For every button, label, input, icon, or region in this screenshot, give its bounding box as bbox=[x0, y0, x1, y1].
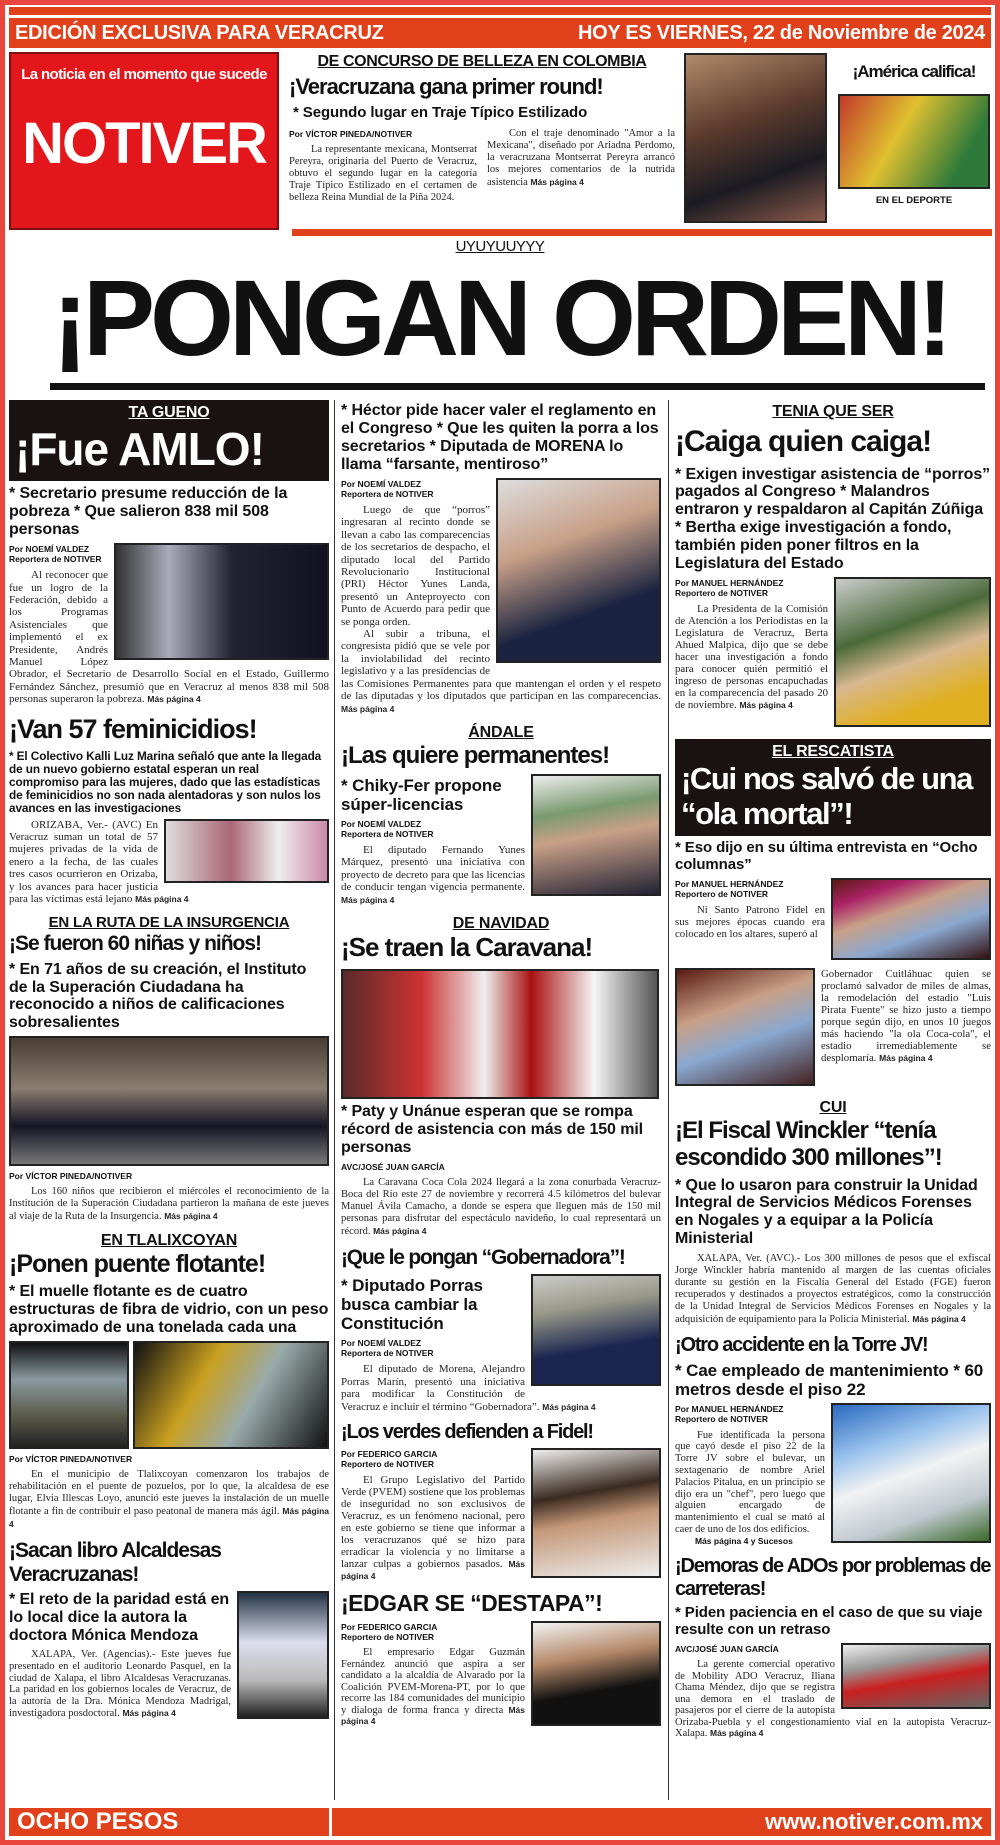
byline: AVC/JOSÉ JUAN GARCÍA bbox=[675, 1643, 779, 1654]
deck: * Paty y Unánue esperan que se rompa récord de asistencia con más de 150 mil personas bbox=[341, 1102, 644, 1156]
more-link[interactable]: Más página 4 bbox=[341, 894, 395, 905]
kicker: CUI bbox=[819, 1098, 847, 1116]
byline-role: Reportera de NOTIVER bbox=[341, 1348, 434, 1359]
deck: * Diputado Porras busca cambiar la Constitución bbox=[341, 1275, 483, 1333]
body-2: Gobernador Cuitláhuac quien se proclamó salvador de miles de almas, la remodelación del estadio "Luis Pirata Fuente" se hizo justo a tiempo porque según dijo, en unos 10 juegos más haciendo "la ola Coca-cola", el estadio irremediablemente se desplomaría. bbox=[821, 967, 991, 1064]
body-1: Ni Santo Patrono Fidel en sus mejores épocas cuando era colocado en los altares, superó al bbox=[675, 903, 825, 940]
kicker: EN LA RUTA DE LA INSURGENCIA bbox=[48, 914, 290, 932]
byline-role: Reportera de NOTIVER bbox=[341, 488, 434, 499]
deck: * Exigen investigar asistencia de “porros” pagados al Congreso * Malandros entraron y respaldaron al Capitán Zúñiga * Bertha exige investigación a fondo, también piden poner filtros en la Legislatura del Estado bbox=[675, 465, 991, 573]
headline[interactable]: ¡Ponen puente flotante! bbox=[9, 1250, 266, 1279]
photo-barge-2 bbox=[133, 1341, 329, 1449]
photo-ado-buses bbox=[841, 1643, 991, 1709]
deck: * El Colectivo Kalli Luz Marina señaló que ante la llegada de un nuevo gobierno estatal esperan un real compromiso para las mujeres, dado que las estadísticas de feminicidios no son nada alentadoras y son nulos los avances en las investigaciones bbox=[9, 748, 322, 815]
column-divider bbox=[334, 400, 335, 1800]
top-story-byline: Por VÍCTOR PINEDA/NOTIVER bbox=[289, 129, 413, 140]
article-fue-amlo[interactable] bbox=[9, 400, 329, 706]
body: ORIZABA, Ver.- (AVC) En Veracruz suman un total de 57 mujeres privadas de la vida de enero a la fecha, de las cuales tres casos ocurrieron en Orizaba, y los avances para hacer justicia para las víctimas está lejano bbox=[9, 818, 158, 906]
article-verdes[interactable] bbox=[341, 1421, 661, 1582]
article-licencias[interactable] bbox=[341, 723, 661, 906]
headline[interactable]: ¡EDGAR SE “DESTAPA”! bbox=[341, 1590, 603, 1617]
byline-role: Reportero de NOTIVER bbox=[675, 888, 769, 899]
main-headline[interactable]: ¡PONGAN ORDEN! bbox=[52, 257, 948, 378]
body: El Grupo Legislativo del Partido Verde (PVEM) sostiene que los problemas de inseguridad no son exclusivos de Veracruz, es un fenómeno nacional, pero en este gobierno se tiene que informar a los veracruzanos qué se hizo para erradicar la violencia y no limitarse a lanzar culpas a gobiernos pasados. bbox=[341, 1474, 525, 1571]
kicker: DE NAVIDAD bbox=[452, 914, 550, 932]
body: La Presidenta de la Comisión de Atención a los Periodistas en la Legislatura de Veracruz, Berta Ahued Malpica, dijo que se debe hacer una investigación a fondo para conocer quién permitió el ingreso de personas encapuchadas en la comparecencia del pasado 20 de noviembre. bbox=[675, 603, 828, 712]
photo-children-group bbox=[9, 1036, 329, 1166]
photo-cuitlahuac-1 bbox=[831, 878, 991, 960]
top-rule bbox=[9, 7, 991, 15]
headline[interactable]: ¡Los verdes defienden a Fidel! bbox=[341, 1421, 593, 1443]
byline: Por FEDERICO GARCIA bbox=[341, 1449, 438, 1459]
body: En el municipio de Tlalixcoyan comenzaron los trabajos de rehabilitación en el puente de pozuelos, por lo que, la alcaldesa de ese lugar, Elvia Illescas Loyo, anunció este jueves la instalación de un muelle flotante a fin de contribuir el paso peatonal de manera más ágil. bbox=[9, 1469, 329, 1518]
byline: Por VÍCTOR PINEDA/NOTIVER bbox=[9, 1171, 133, 1182]
top-story[interactable] bbox=[289, 52, 675, 204]
more-link[interactable]: Más página 4 bbox=[709, 1728, 764, 1738]
price-label: OCHO PESOS bbox=[17, 1808, 179, 1835]
article-caiga[interactable] bbox=[675, 402, 991, 731]
headline[interactable]: ¡Fue AMLO! bbox=[15, 423, 264, 475]
deck[interactable]: * Héctor pide hacer valer el reglamento en el Congreso * Que les quiten la porra a los secretarios * Diputada de MORENA lo llama “farsante, mentiroso” bbox=[341, 402, 659, 473]
more-link[interactable]: Más página 4 bbox=[341, 1704, 525, 1727]
date-label: HOY ES VIERNES, 22 de Noviembre de 2024 bbox=[577, 21, 985, 44]
kicker: TA GUENO bbox=[128, 404, 210, 421]
top-story-rule bbox=[292, 229, 992, 236]
byline: AVC/JOSÉ JUAN GARCÍA bbox=[341, 1161, 445, 1172]
article-ninos[interactable] bbox=[9, 913, 329, 1223]
article-caravana[interactable] bbox=[341, 914, 661, 1238]
photo-cuitlahuac-2 bbox=[675, 968, 815, 1086]
byline: Por MANUEL HERNÁNDEZ bbox=[675, 878, 784, 889]
article-winckler[interactable] bbox=[675, 1098, 991, 1327]
more-link[interactable]: Más página 4 bbox=[542, 1401, 596, 1412]
photo-hector-yunes bbox=[496, 478, 661, 663]
deck: * Chiky-Fer propone súper-licencias bbox=[341, 775, 502, 814]
byline-role: Reportera de NOTIVER bbox=[341, 828, 434, 839]
price-band bbox=[9, 1808, 329, 1836]
more-link[interactable]: Más página 4 bbox=[739, 700, 793, 711]
headline[interactable]: ¡El Fiscal Winckler “tenía escondido 300 millones”! bbox=[675, 1116, 942, 1171]
deck: * En 71 años de su creación, el Instituto de la Superación Ciudadana ha reconocido a niños de calificaciones sobresalientes bbox=[9, 960, 307, 1032]
headline[interactable]: ¡Que le pongan “Gobernadora”! bbox=[341, 1245, 625, 1269]
photo-officials bbox=[114, 543, 329, 660]
masthead-logo[interactable] bbox=[9, 52, 279, 230]
photo-book-author bbox=[237, 1591, 329, 1719]
top-story-body-1: La representante mexicana, Montserrat Pereyra, originaria del Puerto de Veracruz, obtuvo el segundo lugar en la categoría Traje Típico Estilizado en el certamen de belleza Reina Mundial de la Piña 2024. bbox=[289, 144, 477, 204]
body-1: Luego de que “porros” ingresaran al recinto donde se llevan a cabo las comparecencias de los secretarios de despacho, el diputado local del Partido Revolucionario Institucional (PRI) Héctor Yunes Landa, presentó un Anteproyecto con Punto de Acuerdo para pedir que se ponga orden. bbox=[341, 504, 490, 628]
headline[interactable]: ¡Las quiere permanentes! bbox=[341, 741, 610, 769]
photo-fernando-yunes bbox=[531, 774, 661, 896]
article-ado[interactable] bbox=[675, 1555, 991, 1739]
photo-torre-jv bbox=[831, 1403, 991, 1543]
middle-column bbox=[341, 402, 661, 1730]
logo-text: NOTIVER bbox=[22, 111, 266, 176]
photo-verdes bbox=[531, 1448, 661, 1578]
byline-role: Reportero de NOTIVER bbox=[675, 588, 769, 599]
photo-america-team bbox=[838, 94, 990, 189]
body: Fue identificada la persona que cayó desde el piso 22 de la Torre JV sobre el bulevar, un sextagenario de nombre Ariel Palacios Pitalua, en un principio se dijo era un "chef", pero luego que alguien encargado de mantenimiento el cual se mató al caer de uno de los dos edificios. bbox=[675, 1429, 825, 1535]
website-link[interactable]: www.notiver.com.mx bbox=[764, 1809, 983, 1834]
deck: * El reto de la paridad está en lo local dice la autora la doctora Mónica Mendoza bbox=[9, 1591, 230, 1645]
byline: Por FEDERICO GARCIA bbox=[341, 1621, 438, 1632]
byline-role: Reportero de NOTIVER bbox=[675, 1414, 769, 1425]
body: La gerente comercial operativo de Mobility ADO Veracruz, Iliana Chama Méndez, dijo que se registra una demora en el traslado de pasajeros por el cierre de la autopista Orizaba-Puebla y el congestionamiento vial en la autopista Veracruz-Xalapa. bbox=[675, 1659, 991, 1739]
headline[interactable]: ¡Se fueron 60 niñas y niños! bbox=[9, 932, 262, 956]
byline: Por NOEMÍ VALDEZ bbox=[9, 543, 90, 554]
deck: * Cae empleado de mantenimiento * 60 metros desde el piso 22 bbox=[675, 1361, 984, 1400]
headline[interactable]: ¡Se traen la Caravana! bbox=[341, 931, 593, 962]
more-link[interactable]: Más página 4 bbox=[373, 1225, 427, 1236]
top-story-kicker: DE CONCURSO DE BELLEZA EN COLOMBIA bbox=[317, 53, 647, 70]
headline[interactable]: ¡Van 57 feminicidios! bbox=[9, 713, 257, 744]
body: El diputado Fernando Yunes Márquez, presentó una iniciativa con proyecto de decreto para que las licencias de conducir tengan vigencia permanente. bbox=[341, 843, 525, 894]
sports-label: EN EL DEPORTE bbox=[875, 194, 953, 206]
headline[interactable]: ¡Sacan libro Alcaldesas Veracruzanas! bbox=[9, 1539, 221, 1587]
more-link[interactable]: Más página 4 bbox=[879, 1052, 933, 1063]
main-kicker: UYUYUUYYY bbox=[455, 238, 545, 255]
photo-beauty-queen bbox=[684, 53, 827, 223]
more-link[interactable]: Más página 4 bbox=[9, 1506, 329, 1530]
more-link[interactable]: Más página 4 y Sucesos bbox=[695, 1535, 793, 1546]
article-torre-jv[interactable] bbox=[675, 1334, 991, 1547]
article-ola-mortal[interactable] bbox=[675, 739, 991, 1090]
photo-edgar bbox=[531, 1621, 661, 1726]
kicker: TENIA QUE SER bbox=[772, 403, 894, 420]
byline-role: Reportera de NOTIVER bbox=[9, 553, 102, 564]
left-column bbox=[9, 400, 329, 1723]
body: Los 160 niños que recibieron el miércoles el reconocimiento de la Institución de la Superación Ciudadana partieron la mañana de este jueves al viaje de la Ruta de la Insurgencia. bbox=[9, 1186, 329, 1223]
byline: Por MANUEL HERNÁNDEZ bbox=[675, 577, 784, 588]
photo-caravana bbox=[341, 969, 659, 1099]
footer-band bbox=[332, 1808, 663, 1836]
more-link[interactable]: Más página 4 bbox=[122, 1708, 176, 1719]
more-link[interactable]: Más página 4 bbox=[912, 1314, 966, 1325]
article-libro[interactable] bbox=[9, 1539, 329, 1723]
body: La Caravana Coca Cola 2024 llegará a la zona conurbada Veracruz-Boca del Río este 27 de noviembre y recorrerá 4.5 kilómetros del bulevar Manuel Ávila Camacho, a donde se espera que lleguen más de 150 mil personas para disfrutar del espectáculo navideño, lo cual representará un récord. bbox=[341, 1176, 661, 1237]
body-2: Al subir a tribuna, el congresista pidió que se vele por la inviolabilidad del recinto legislativo y a las presidencias de las Comisiones Permanentes para que mantengan el orden y el respeto de las diputadas y los diputados que participan en las comparecencias. bbox=[341, 628, 661, 703]
headline[interactable]: ¡Demoras de ADOs por problemas de carreteras! bbox=[675, 1555, 991, 1601]
more-link[interactable]: Más página 4 bbox=[341, 703, 395, 714]
byline: Por NOEMÍ VALDEZ bbox=[341, 818, 422, 829]
photo-barge-1 bbox=[9, 1341, 129, 1449]
kicker: ÁNDALE bbox=[468, 723, 534, 741]
website-band[interactable] bbox=[663, 1808, 991, 1836]
top-story-body-2: Con el traje denominado "Amor a la Mexicana", diseñado por Ariadna Perdomo, la veracruzana Montserrat Pereyra arrancó los mejores comentarios de la nutrida asistencia bbox=[487, 128, 675, 189]
headline[interactable]: ¡Cui nos salvó de una “ola mortal”! bbox=[681, 760, 972, 831]
deck: * Que lo usaron para construir la Unidad Integral de Servicios Médicos Forenses en Nogales y a equipar a la Policía Ministerial bbox=[675, 1176, 978, 1248]
body: XALAPA, Ver. (Agencias).- Este jueves fue presentado en el auditorio Leonardo Pasquel, en la ciudad de Xalapa, el libro Alcaldesas Veracruzanas. La paridad en los gobiernos locales de Veracruz, de la autoría de la Dra. Mónica Mendoza Madrigal, investigadora posdoctoral. bbox=[9, 1649, 231, 1720]
body: El empresario Edgar Guzmán Fernández anunció que aspira a ser candidato a la alcaldía de Alvarado por la Coalición PVEM-Morena-PT, por lo que recorre las 184 comunidades del municipio y dialoga de forma franca y directa bbox=[341, 1647, 525, 1716]
byline: Por NOEMÍ VALDEZ bbox=[341, 1338, 422, 1348]
sports-headline[interactable]: ¡América califica! bbox=[852, 62, 976, 81]
kicker: EN TLALIXCOYAN bbox=[100, 1232, 238, 1250]
more-link[interactable]: Más página 4 bbox=[164, 1211, 218, 1222]
header-band bbox=[9, 18, 991, 48]
more-link[interactable]: Más página 4 bbox=[341, 1559, 525, 1582]
headline-box bbox=[675, 739, 991, 836]
article-feminicidios[interactable] bbox=[9, 714, 329, 906]
article-hector[interactable] bbox=[341, 402, 661, 715]
article-puente[interactable] bbox=[9, 1231, 329, 1531]
slogan: La noticia en el momento que sucede bbox=[21, 66, 267, 83]
body: El diputado de Morena, Alejandro Porras Marín, presentó una iniciativa para modificar la Constitución de Veracruz e incluir el término “Gobernadora”. bbox=[341, 1363, 540, 1413]
byline: Por VÍCTOR PINEDA/NOTIVER bbox=[9, 1453, 133, 1464]
byline-role: Reportero de NOTIVER bbox=[341, 1632, 435, 1642]
kicker: EL RESCATISTA bbox=[772, 742, 894, 760]
photo-collective bbox=[164, 819, 329, 883]
more-link[interactable]: Más página 4 bbox=[135, 894, 189, 905]
article-gobernadora[interactable] bbox=[341, 1246, 661, 1413]
body: Al reconocer que fue un logro de la Federación, debido a los Programas Asistenciales que implementó el ex Presidente, Andrés Manuel López Obrador, el Secretario de Desarrollo Social en el Estado, Guillermo Fernández Sánchez, presumió que en Veracruz al menos 838 mil 508 personas superaron la pobreza. bbox=[9, 569, 329, 706]
deck: * El muelle flotante es de cuatro estructuras de fibra de vidrio, con un peso aproximado de una tonelada cada una bbox=[9, 1283, 329, 1336]
top-story-deck: * Segundo lugar en Traje Típico Estilizado bbox=[293, 104, 588, 122]
deck: * Eso dijo en su última entrevista en “Ocho columnas” bbox=[675, 838, 978, 873]
sports-teaser[interactable] bbox=[835, 62, 993, 206]
right-column bbox=[675, 402, 991, 1740]
byline: Por NOEMÍ VALDEZ bbox=[341, 478, 422, 489]
more-link[interactable]: Más página 4 bbox=[147, 694, 201, 705]
top-story-headline[interactable]: ¡Veracruzana gana primer round! bbox=[289, 74, 603, 99]
body: XALAPA, Ver. (AVC).- Los 300 millones de pesos que el exfiscal Jorge Winckler habría mantenido al margen de las cuentas oficiales durante su gestión en la Fiscalía General del Estado (FGE) fueron recuperados y destinados a proyectos estratégicos, como la construcción de la Unidad Integral de Servicios Médicos Forenses en Nogales y la adquisición de equipamiento para la Policía Ministerial. bbox=[675, 1253, 991, 1326]
deck: * Secretario presume reducción de la pobreza * Que salieron 838 mil 508 personas bbox=[9, 485, 288, 538]
headline-box bbox=[9, 400, 329, 481]
byline: Por MANUEL HERNÁNDEZ bbox=[675, 1404, 784, 1415]
photo-porras bbox=[531, 1274, 661, 1386]
column-divider bbox=[668, 400, 669, 1800]
more-link[interactable]: Más página 4 bbox=[530, 177, 584, 188]
edition-label: EDICIÓN EXCLUSIVA PARA VERACRUZ bbox=[15, 21, 384, 44]
headline[interactable]: ¡Otro accidente en la Torre JV! bbox=[675, 1334, 928, 1357]
main-headline-block[interactable] bbox=[9, 238, 991, 380]
byline-role: Reportero de NOTIVER bbox=[341, 1459, 435, 1470]
deck: * Piden paciencia en el caso de que su viaje resulte con un retraso bbox=[675, 1604, 983, 1639]
main-headline-rule bbox=[50, 383, 985, 390]
photo-berta-ahued bbox=[834, 577, 991, 727]
article-edgar[interactable] bbox=[341, 1590, 661, 1729]
headline[interactable]: ¡Caiga quien caiga! bbox=[675, 425, 932, 458]
